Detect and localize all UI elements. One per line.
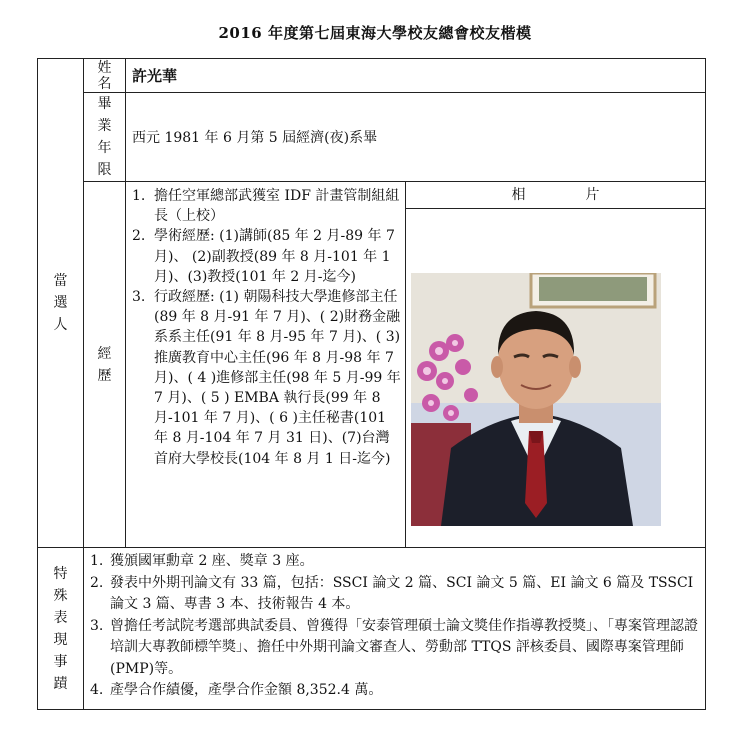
special-achievements-list <box>84 548 705 705</box>
list-item: 3. 行政經歷: (1) 朝陽科技大學進修部主任(89 年 8 月-91 年 7 月)、( 2)財務金融系系主任(91 年 8 月-95 年 7 月)、( 3)推廣教育中心主任(96 年 8 月-98 年 7 月)、( 4 )進修部主任(98 年 5 月-99 年 7 月)、( 5 ) EMBA 執行長(99 年 8 月-101 年 7 月)、( 6 )主任秘書(101 年 8 月-104 年 7 月 31 日)、(7)台灣首府大學校長(104 年 8 月 1 日-迄今) <box>132 289 401 467</box>
nomination-form <box>37 58 706 710</box>
portrait-photo <box>411 273 661 526</box>
list-item: 1. 獲頒國軍勳章 2 座、獎章 3 座。 <box>90 553 314 569</box>
page-title: 2016 年度第七屆東海大學校友總會校友楷模 <box>218 24 532 42</box>
graduation-value: 西元 1981 年 6 月第 5 屆經濟(夜)系畢 <box>126 93 706 182</box>
special-achievements-cell <box>84 548 706 710</box>
candidate-section-label: 當 選 人 <box>38 59 84 548</box>
graduation-label: 畢 業 年 限 <box>84 93 126 182</box>
experience-label: 經 歷 <box>84 182 126 548</box>
list-item: 2. 學術經歷: (1)講師(85 年 2 月-89 年 7 月)、 (2)副教授(89 年 8 月-101 年 1 月)、(3)教授(101 年 2 月-迄今) <box>132 228 395 285</box>
list-item: 3. 曾擔任考試院考選部典試委員、曾獲得「安泰管理碩士論文獎佳作指導教授獎」、「專案管理認證培訓大專教師標竿獎」、擔任中外期刊論文審查人、勞動部 TTQS 評核委員、國際專案管理師(PMP)等。 <box>90 617 698 677</box>
name-label: 姓 名 <box>84 59 126 93</box>
list-item: 1. 擔任空軍總部武獲室 IDF 計畫管制組組長（上校） <box>132 188 400 225</box>
portrait-illustration <box>411 273 661 526</box>
experience-list <box>126 182 405 473</box>
experience-cell <box>126 182 406 548</box>
photo-label: 相片 <box>406 182 705 209</box>
photo-cell <box>406 182 706 548</box>
list-item: 4. 產學合作績優，產學合作金額 8,352.4 萬。 <box>90 682 383 698</box>
name-value: 許光華 <box>126 59 706 93</box>
list-item: 2. 發表中外期刊論文有 33 篇，包括：SSCI 論文 2 篇、SCI 論文 5 篇、EI 論文 6 篇及 TSSCI 論文 3 篇、專書 3 本、技術報告 4 本。 <box>90 574 694 612</box>
special-achievements-label: 特 殊 表 現 事 蹟 <box>38 548 84 710</box>
